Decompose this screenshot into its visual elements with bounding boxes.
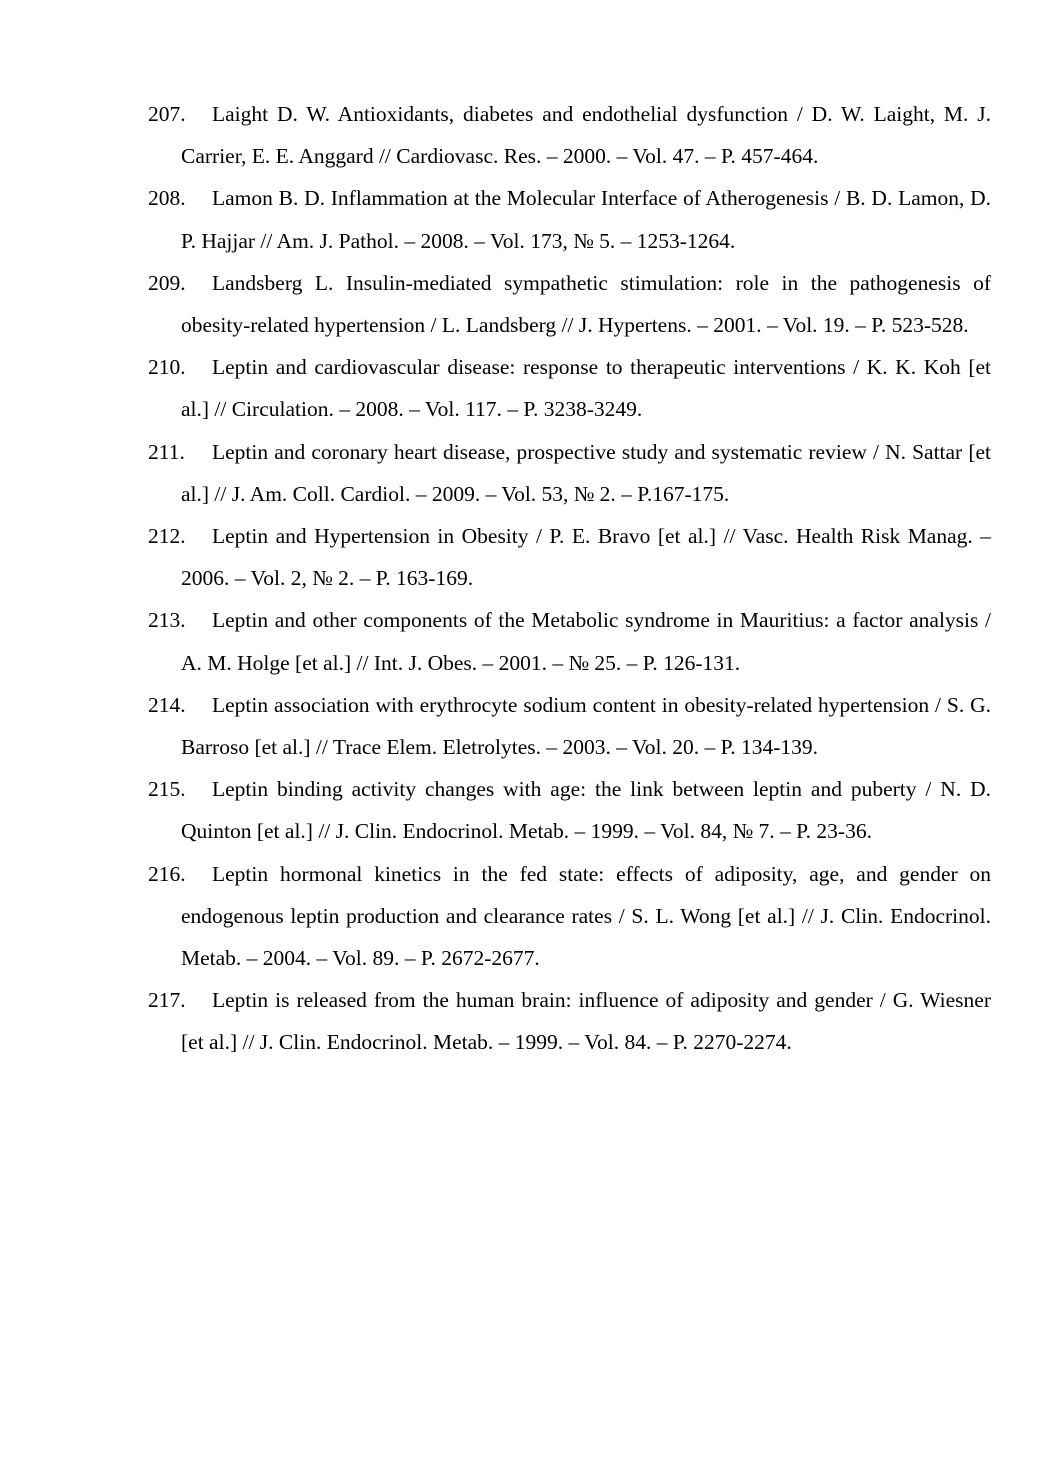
reference-item: [148, 684, 991, 768]
reference-item: [148, 431, 991, 515]
reference-text: Leptin and cardiovascular disease: response to therapeutic interventions / K. K. Koh [et al.] // Circulation. – 2008. – Vol. 117. – P. 3238-3249.: [181, 355, 991, 422]
reference-item: [148, 768, 991, 852]
reference-text: Lamon B. D. Inflammation at the Molecular Interface of Atherogenesis / B. D. Lamon, D. P. Hajjar // Am. J. Pathol. – 2008. – Vol. 173, № 5. – 1253-1264.: [181, 186, 991, 253]
reference-number: 208.: [148, 186, 186, 211]
reference-text: Leptin and Hypertension in Obesity / P. E. Bravo [et al.] // Vasc. Health Risk Manag. – 2006. – Vol. 2, № 2. – P. 163-169.: [181, 524, 991, 591]
reference-item: [148, 93, 991, 177]
reference-text: Leptin and coronary heart disease, prospective study and systematic review / N. Sattar [et al.] // J. Am. Coll. Cardiol. – 2009. – Vol. 53, № 2. – P.167-175.: [181, 439, 991, 506]
reference-list: [148, 93, 991, 1064]
reference-number: 210.: [148, 355, 186, 380]
reference-text: Landsberg L. Insulin-mediated sympathetic stimulation: role in the pathogenesis of obesity-related hypertension / L. Landsberg // J. Hypertens. – 2001. – Vol. 19. – P. 523-528.: [181, 270, 991, 338]
reference-number: 211.: [148, 439, 185, 464]
reference-number: 217.: [148, 988, 186, 1013]
reference-text: Leptin hormonal kinetics in the fed state: effects of adiposity, age, and gender on endogenous leptin production and clearance rates / S. L. Wong [et al.] // J. Clin. Endocrinol. Metab. – 2004. – Vol. 89. – P. 2672-2677.: [181, 861, 991, 971]
reference-text: Leptin is released from the human brain: influence of adiposity and gender / G. Wiesner [et al.] // J. Clin. Endocrinol. Metab. – 1999. – Vol. 84. – P. 2270-2274.: [181, 988, 991, 1055]
reference-number: 213.: [148, 608, 186, 633]
reference-number: 216.: [148, 861, 186, 886]
reference-text: Leptin binding activity changes with age: the link between leptin and puberty / N. D. Quinton [et al.] // J. Clin. Endocrinol. Metab. – 1999. – Vol. 84, № 7. – P. 23-36.: [181, 777, 991, 844]
reference-text: Laight D. W. Antioxidants, diabetes and endothelial dysfunction / D. W. Laight, M. J. Carrier, E. E. Anggard // Cardiovasc. Res. – 2000. – Vol. 47. – P. 457-464.: [181, 102, 991, 169]
reference-item: [148, 853, 991, 980]
reference-item: [148, 346, 991, 430]
reference-item: [148, 262, 991, 346]
reference-number: 207.: [148, 102, 186, 126]
reference-number: 209.: [148, 270, 186, 295]
reference-number: 214.: [148, 692, 186, 717]
reference-text: Leptin association with erythrocyte sodium content in obesity-related hypertension / S. G. Barroso [et al.] // Trace Elem. Eletrolytes. – 2003. – Vol. 20. – P. 134-139.: [181, 692, 991, 760]
reference-number: 212.: [148, 524, 186, 549]
reference-text: Leptin and other components of the Metabolic syndrome in Mauritius: a factor analysis / A. M. Holge [et al.] // Int. J. Obes. – 2001. – № 25. – P. 126-131.: [181, 608, 991, 675]
reference-item: [148, 515, 991, 599]
reference-item: [148, 979, 991, 1063]
reference-item: [148, 599, 991, 683]
reference-number: 215.: [148, 777, 186, 802]
reference-item: [148, 177, 991, 261]
